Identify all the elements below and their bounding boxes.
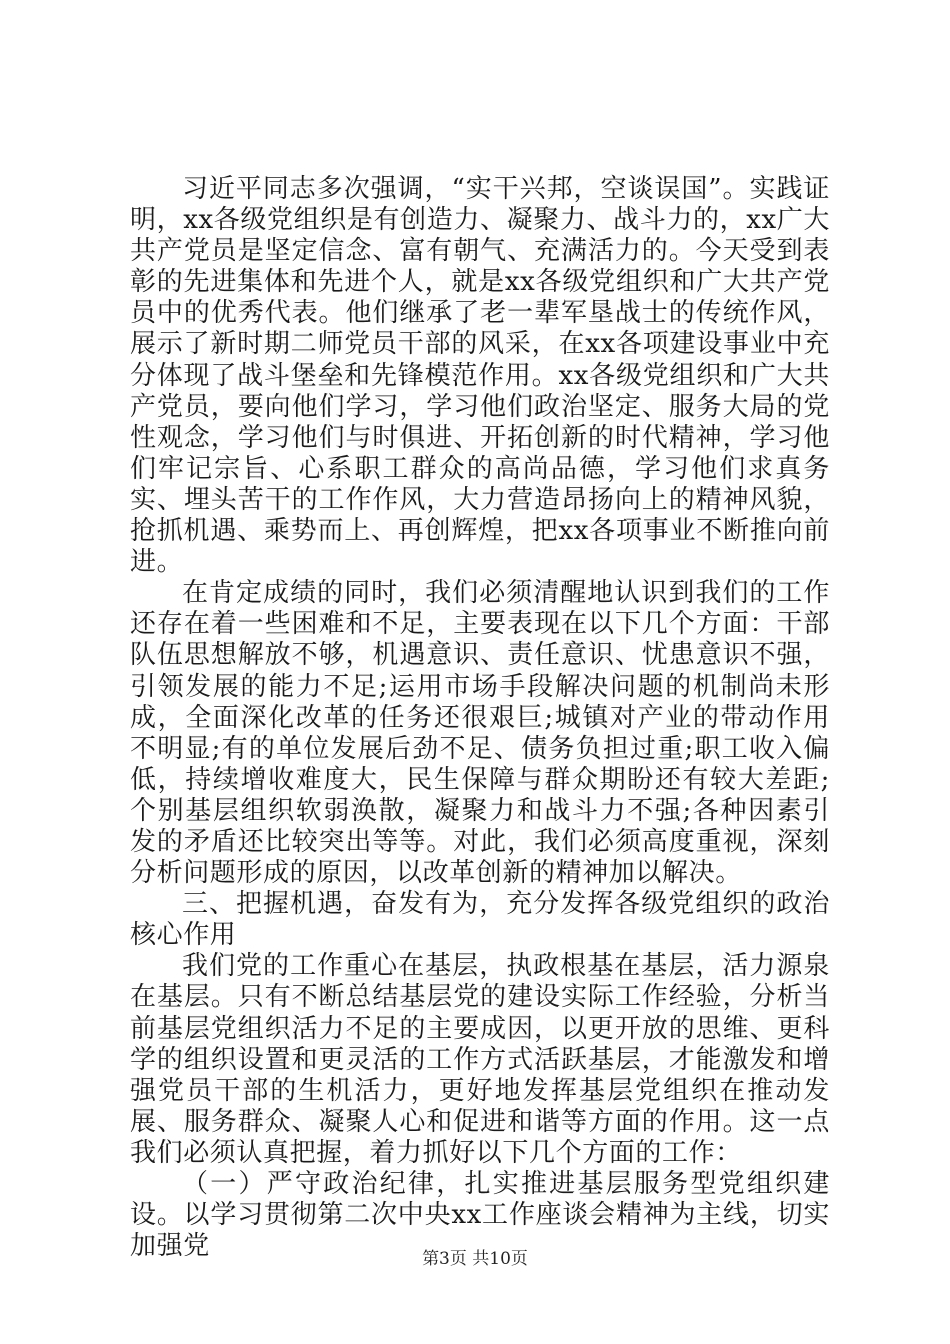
page-footer: 第3页 共10页 <box>422 1249 528 1269</box>
paragraph-item-one: （一）严守政治纪律，扎实推进基层服务型党组织建设。以学习贯彻第二次中央xx工作座谈会精神为主线，切实加强党 <box>130 1169 830 1262</box>
paragraph-shortcomings: 在肯定成绩的同时，我们必须清醒地认识到我们的工作还存在着一些困难和不足，主要表现在以下几个方面：干部队伍思想解放不够，机遇意识、责任意识、忧患意识不强，引领发展的能力不足;运用市场手段解决问题的机制尚未形成，全面深化改革的任务还很艰巨;城镇对产业的带动作用不明显;有的单位发展后劲不足、债务负担过重;职工收入偏低，持续增收难度大，民生保障与群众期盼还有较大差距;个别基层组织软弱涣散，凝聚力和战斗力不强;各种因素引发的矛盾还比较突出等等。对此，我们必须高度重视，深刻分析问题形成的原因，以改革创新的精神加以解决。 <box>130 578 830 889</box>
paragraph-grassroots: 我们党的工作重心在基层，执政根基在基层，活力源泉在基层。只有不断总结基层党的建设实际工作经验，分析当前基层党组织活力不足的主要成因，以更开放的思维、更科学的组织设置和更灵活的工作方式活跃基层，才能激发和增强党员干部的生机活力，更好地发挥基层党组织在推动发展、服务群众、凝聚人心和促进和谐等方面的作用。这一点我们必须认真把握，着力抓好以下几个方面的工作： <box>130 951 830 1168</box>
document-body <box>130 174 830 1262</box>
section-heading-three: 三、把握机遇，奋发有为，充分发挥各级党组织的政治核心作用 <box>130 889 830 951</box>
paragraph-practice-proves: 习近平同志多次强调，“实干兴邦，空谈误国”。实践证明，xx各级党组织是有创造力、凝聚力、战斗力的，xx广大共产党员是坚定信念、富有朝气、充满活力的。今天受到表彰的先进集体和先进个人，就是xx各级党组织和广大共产党员中的优秀代表。他们继承了老一辈军垦战士的传统作风，展示了新时期二师党员干部的风采，在xx各项建设事业中充分体现了战斗堡垒和先锋模范作用。xx各级党组织和广大共产党员，要向他们学习，学习他们政治坚定、服务大局的党性观念，学习他们与时俱进、开拓创新的时代精神，学习他们牢记宗旨、心系职工群众的高尚品德，学习他们求真务实、埋头苦干的工作作风，大力营造昂扬向上的精神风貌，抢抓机遇、乘势而上、再创辉煌，把xx各项事业不断推向前进。 <box>130 174 830 578</box>
